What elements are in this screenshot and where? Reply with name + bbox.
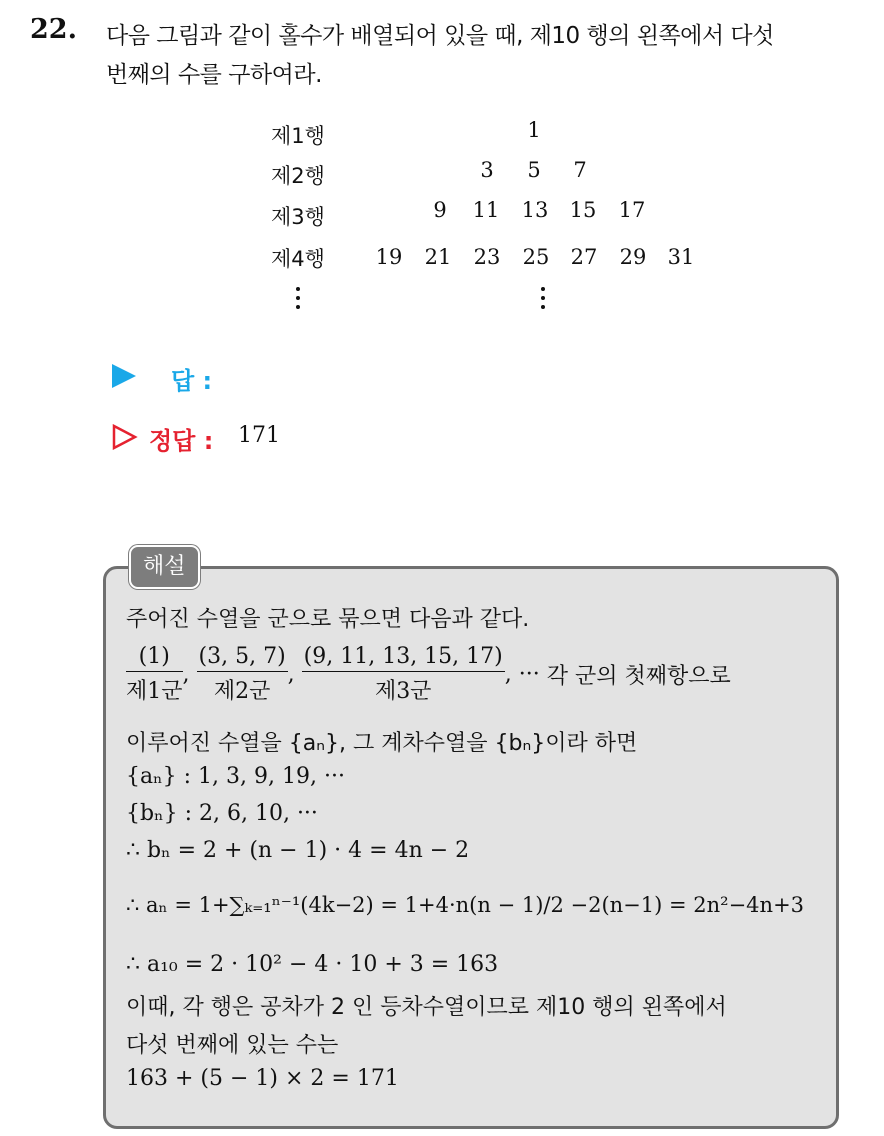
solution-line: ∴ a₁₀ = 2 · 10² − 4 · 10 + 3 = 163 bbox=[126, 952, 499, 977]
problem-number: 22. bbox=[30, 14, 77, 45]
solution-tag: 해설 bbox=[129, 545, 200, 589]
solution-line: 이루어진 수열을 {aₙ}, 그 계차수열을 {bₙ}이라 하면 bbox=[126, 731, 638, 756]
triangle-number: 29 bbox=[619, 245, 647, 269]
fraction-numerator: (9, 11, 13, 15, 17) bbox=[302, 644, 505, 672]
group-fraction bbox=[126, 644, 183, 705]
triangle-number: 9 bbox=[433, 198, 447, 222]
problem-text-line2: 번째의 수를 구하여라. bbox=[106, 62, 322, 88]
solution-line: 163 + (5 − 1) × 2 = 171 bbox=[126, 1066, 399, 1091]
fraction-numerator: (3, 5, 7) bbox=[197, 644, 288, 672]
triangle-number: 11 bbox=[472, 198, 500, 222]
triangle-number: 15 bbox=[569, 198, 597, 222]
row-label: 제3행 bbox=[271, 205, 325, 229]
fraction-denominator: 제1군 bbox=[126, 679, 183, 704]
group-fraction bbox=[302, 644, 505, 705]
solution-equation: ∴ aₙ = 1+∑ₖ₌₁ⁿ⁻¹(4k−2) = 1+4·n(n − 1)/2 −2(n−1) = 2n²−4n+3 bbox=[126, 893, 805, 917]
problem-text-line1: 다음 그림과 같이 홀수가 배열되어 있을 때, 제10 행의 왼쪽에서 다섯 bbox=[106, 23, 774, 49]
vertical-ellipsis-icon bbox=[292, 287, 304, 314]
triangle-number: 5 bbox=[527, 158, 541, 182]
triangle-number: 17 bbox=[618, 198, 646, 222]
correct-answer-label: 정답 : bbox=[149, 427, 214, 455]
triangle-number: 21 bbox=[424, 245, 452, 269]
triangle-number: 27 bbox=[570, 245, 598, 269]
fraction-denominator: 제2군 bbox=[213, 679, 271, 704]
solution-line: {bₙ} : 2, 6, 10, ··· bbox=[126, 801, 318, 826]
fraction-numerator: (1) bbox=[126, 644, 183, 672]
row-label: 제2행 bbox=[271, 164, 325, 188]
triangle-number: 31 bbox=[667, 245, 695, 269]
solution-fractions: $\frac{(1)}{\text{제1군}}$ , $\frac{(3, 5, 7)}{\text{제2군}}$ , $\frac{(9, 11, 13, 15, 17)}{\text{제3군}}$ , ··· 각 군의 첫째항으로 bbox=[126, 644, 731, 704]
solution-line: 이때, 각 행은 공차가 2 인 등차수열이므로 제10 행의 왼쪽에서 bbox=[126, 995, 727, 1020]
answer-label: 답 : bbox=[171, 367, 213, 395]
correct-answer-value: 171 bbox=[238, 423, 280, 448]
solution-line: ∴ bₙ = 2 + (n − 1) · 4 = 4n − 2 bbox=[126, 838, 470, 863]
solution-text: 각 군의 첫째항으로 bbox=[546, 664, 731, 689]
solution-line: {aₙ} : 1, 3, 9, 19, ··· bbox=[126, 764, 345, 789]
triangle-number: 1 bbox=[527, 118, 541, 142]
answer-triangle-icon bbox=[112, 364, 136, 388]
correct-answer-triangle-icon bbox=[112, 424, 138, 450]
triangle-number: 25 bbox=[522, 245, 550, 269]
solution-line: 주어진 수열을 군으로 묶으면 다음과 같다. bbox=[126, 607, 530, 632]
triangle-number: 19 bbox=[375, 245, 403, 269]
triangle-number: 3 bbox=[480, 158, 494, 182]
vertical-ellipsis-icon bbox=[537, 287, 549, 314]
triangle-number: 13 bbox=[521, 198, 549, 222]
triangle-number: 7 bbox=[573, 158, 587, 182]
group-fraction bbox=[197, 644, 288, 705]
row-label: 제1행 bbox=[271, 124, 325, 148]
triangle-number: 23 bbox=[473, 245, 501, 269]
row-label: 제4행 bbox=[271, 247, 325, 271]
fraction-denominator: 제3군 bbox=[374, 679, 432, 704]
solution-line: 다섯 번째에 있는 수는 bbox=[126, 1033, 339, 1058]
